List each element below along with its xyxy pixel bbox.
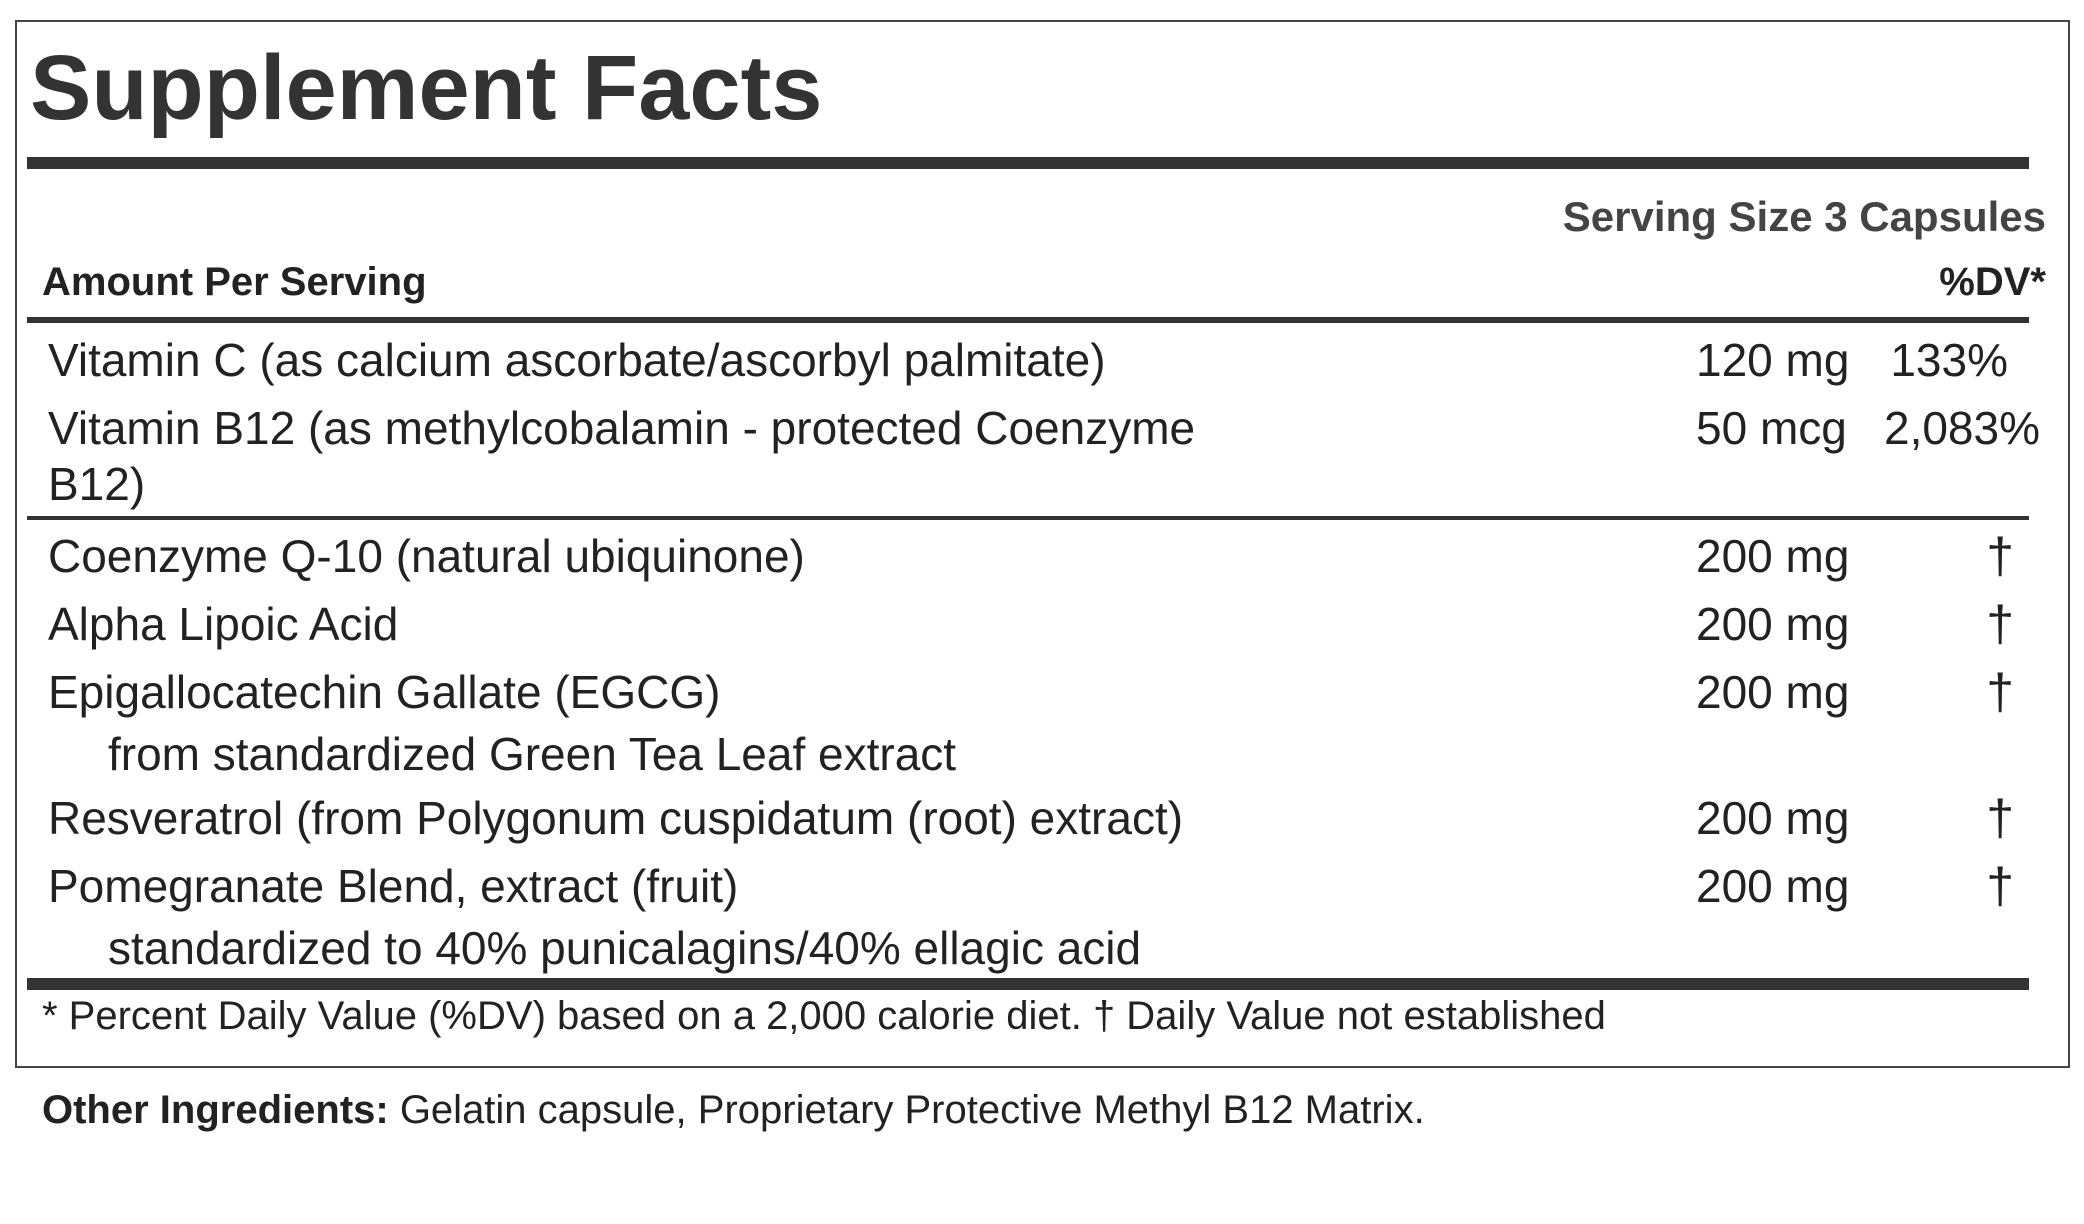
nutrient-dv: 133% [1890,334,2008,386]
footer-divider [27,978,2029,990]
nutrient-amount: 120 mg [1696,334,1850,386]
ingredient-name: Alpha Lipoic Acid [48,598,399,650]
nutrient-name: Vitamin C (as calcium ascorbate/ascorbyl palmitate) [48,334,1106,386]
ingredient-name-main: Pomegranate Blend, extract (fruit) [48,860,739,912]
nutrient-dv: 2,083% [1883,402,2040,454]
ingredient-source: from standardized Green Tea Leaf extract [108,728,957,780]
ingredient-name: Coenzyme Q-10 (natural ubiquinone) [48,530,805,582]
dagger-symbol: † [1986,596,2014,652]
other-ingredients-label: Other Ingredients: [42,1088,389,1132]
header-divider [27,317,2029,323]
ingredient-name: Resveratrol (from Polygonum cuspidatum (root) extract) [48,792,1184,844]
ingredient-name [48,664,1348,782]
other-ingredients-text: Gelatin capsule, Proprietary Protective Methyl B12 Matrix. [388,1088,1425,1132]
dagger-symbol: † [1986,790,2014,846]
dagger-symbol: † [1986,664,2014,720]
nutrient-name-line2: B12) [48,458,146,510]
vitamins-divider [27,516,2029,520]
ingredient-standardization: standardized to 40% punicalagins/40% ellagic acid [108,922,1142,974]
panel-title: Supplement Facts [30,37,823,139]
dagger-symbol: † [1986,528,2014,584]
title-divider [27,157,2029,169]
ingredient-amount: 200 mg [1696,792,1850,844]
ingredient-name-main: Epigallocatechin Gallate (EGCG) [48,666,721,718]
ingredient-amount: 200 mg [1696,860,1850,912]
serving-size: Serving Size 3 Capsules [1562,193,2046,240]
dv-header: %DV* [1939,260,2046,304]
ingredient-amount: 200 mg [1696,530,1850,582]
other-ingredients [42,1090,1425,1130]
dagger-symbol: † [1986,858,2014,914]
ingredient-amount: 200 mg [1696,666,1850,718]
nutrient-name-line1: Vitamin B12 (as methylcobalamin - protected Coenzyme [48,402,1196,454]
ingredient-amount: 200 mg [1696,598,1850,650]
nutrient-name [48,400,1348,512]
dv-footnote: * Percent Daily Value (%DV) based on a 2,000 calorie diet. † Daily Value not established [42,994,1606,1038]
nutrient-amount: 50 mcg [1696,402,1847,454]
ingredient-name [48,858,1348,976]
amount-per-serving-label: Amount Per Serving [42,260,427,304]
